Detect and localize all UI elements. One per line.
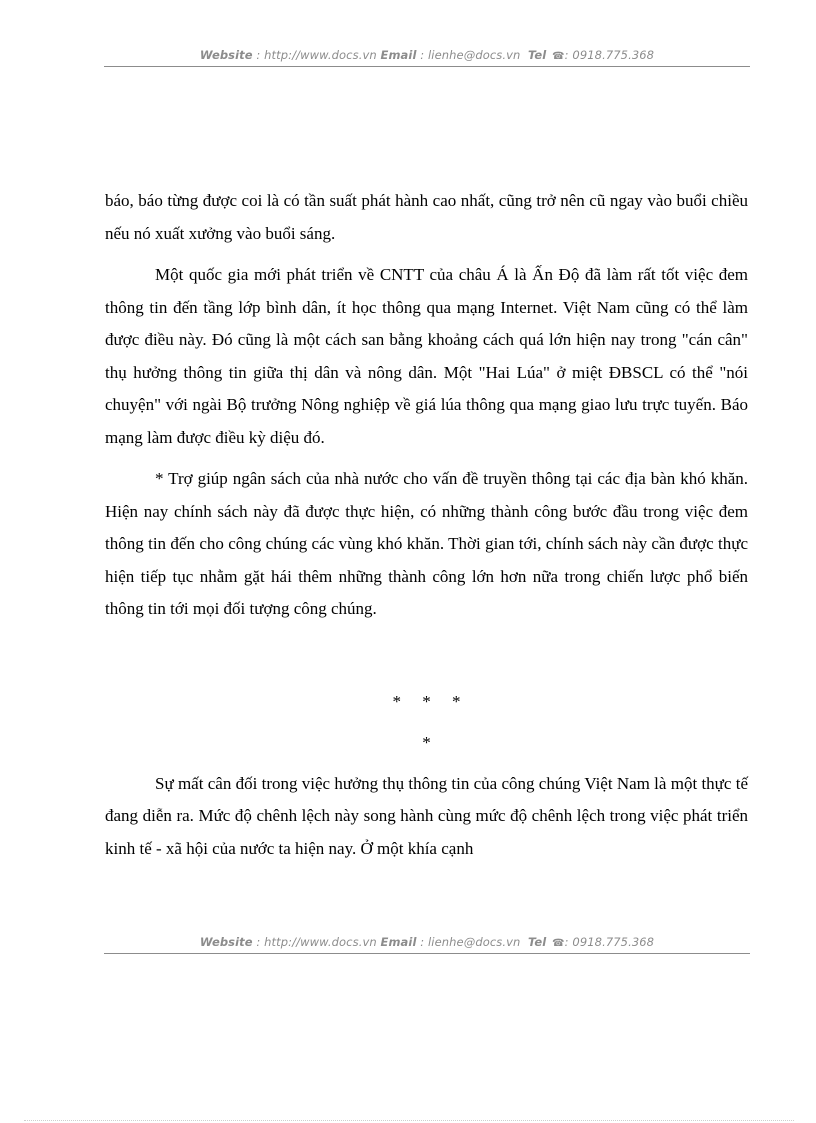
tel-value: 0918.775.368 bbox=[572, 48, 655, 62]
paragraph-4: Sự mất cân đối trong việc hưởng thụ thông tin của công chúng Việt Nam là một thực tế đang diễn ra. Mức độ chênh lệch này song hành cùng mức độ chênh lệch trong việc phát triển kinh tế - xã hội của nước ta hiện nay. Ở một khía cạnh bbox=[105, 773, 748, 858]
website-separator: : bbox=[252, 48, 265, 62]
page-bottom-edge bbox=[24, 1120, 794, 1121]
email-value[interactable]: lienhe@docs.vn bbox=[428, 48, 521, 62]
footer-divider bbox=[104, 953, 750, 954]
website-label: Website bbox=[199, 48, 253, 62]
separator-line-1: * * * bbox=[392, 691, 461, 711]
separator-line-2: * bbox=[422, 732, 431, 752]
paragraph-1: báo, báo từng được coi là có tần suất phát hành cao nhất, cũng trở nên cũ ngay vào buổi chiều nếu nó xuất xưởng vào buổi sáng. bbox=[105, 191, 748, 243]
header-divider bbox=[104, 66, 750, 67]
footer-website-separator: : bbox=[252, 935, 265, 949]
footer-email-separator: : bbox=[416, 935, 428, 949]
footer-website-label: Website bbox=[199, 935, 253, 949]
footer-phone-icon: ☎ bbox=[552, 938, 565, 949]
email-separator: : bbox=[416, 48, 428, 62]
page-footer bbox=[104, 935, 750, 949]
footer-tel-label: Tel bbox=[527, 935, 547, 949]
footer-website-url[interactable]: http://www.docs.vn bbox=[264, 935, 377, 949]
tel-separator: : bbox=[564, 48, 573, 62]
phone-icon: ☎ bbox=[552, 51, 565, 62]
page-header bbox=[104, 48, 750, 62]
tel-label: Tel bbox=[527, 48, 547, 62]
email-label: Email bbox=[380, 48, 417, 62]
paragraph-3: * Trợ giúp ngân sách của nhà nước cho vấn đề truyền thông tại các địa bàn khó khăn. Hiện nay chính sách này đã được thực hiện, có những thành công bước đầu trong việc đem thông tin đến cho công chúng các vùng khó khăn. Thời gian tới, chính sách này cần được thực hiện tiếp tục nhằm gặt hái thêm những thành công lớn hơn nữa trong chiến lược phổ biến thông tin tới mọi đối tượng công chúng. bbox=[105, 469, 748, 618]
website-url[interactable]: http://www.docs.vn bbox=[264, 48, 377, 62]
footer-email-label: Email bbox=[380, 935, 417, 949]
paragraph-2: Một quốc gia mới phát triển về CNTT của châu Á là Ấn Độ đã làm rất tốt việc đem thông tin đến tầng lớp bình dân, ít học thông qua mạng Internet. Việt Nam cũng có thể làm được điều này. Đó cũng là một cách san bằng khoảng cách quá lớn hiện nay trong "cán cân" thụ hưởng thông tin giữa thị dân và nông dân. Một "Hai Lúa" ở miệt ĐBSCL có thể "nói chuyện" với ngài Bộ trưởng Nông nghiệp về giá lúa thông qua mạng giao lưu trực tuyến. Báo mạng làm được điều kỳ diệu đó. bbox=[105, 265, 748, 447]
footer-tel-value: 0918.775.368 bbox=[572, 935, 655, 949]
footer-email-value[interactable]: lienhe@docs.vn bbox=[428, 935, 521, 949]
footer-tel-separator: : bbox=[564, 935, 573, 949]
section-separator bbox=[105, 686, 748, 759]
document-body bbox=[105, 185, 748, 874]
